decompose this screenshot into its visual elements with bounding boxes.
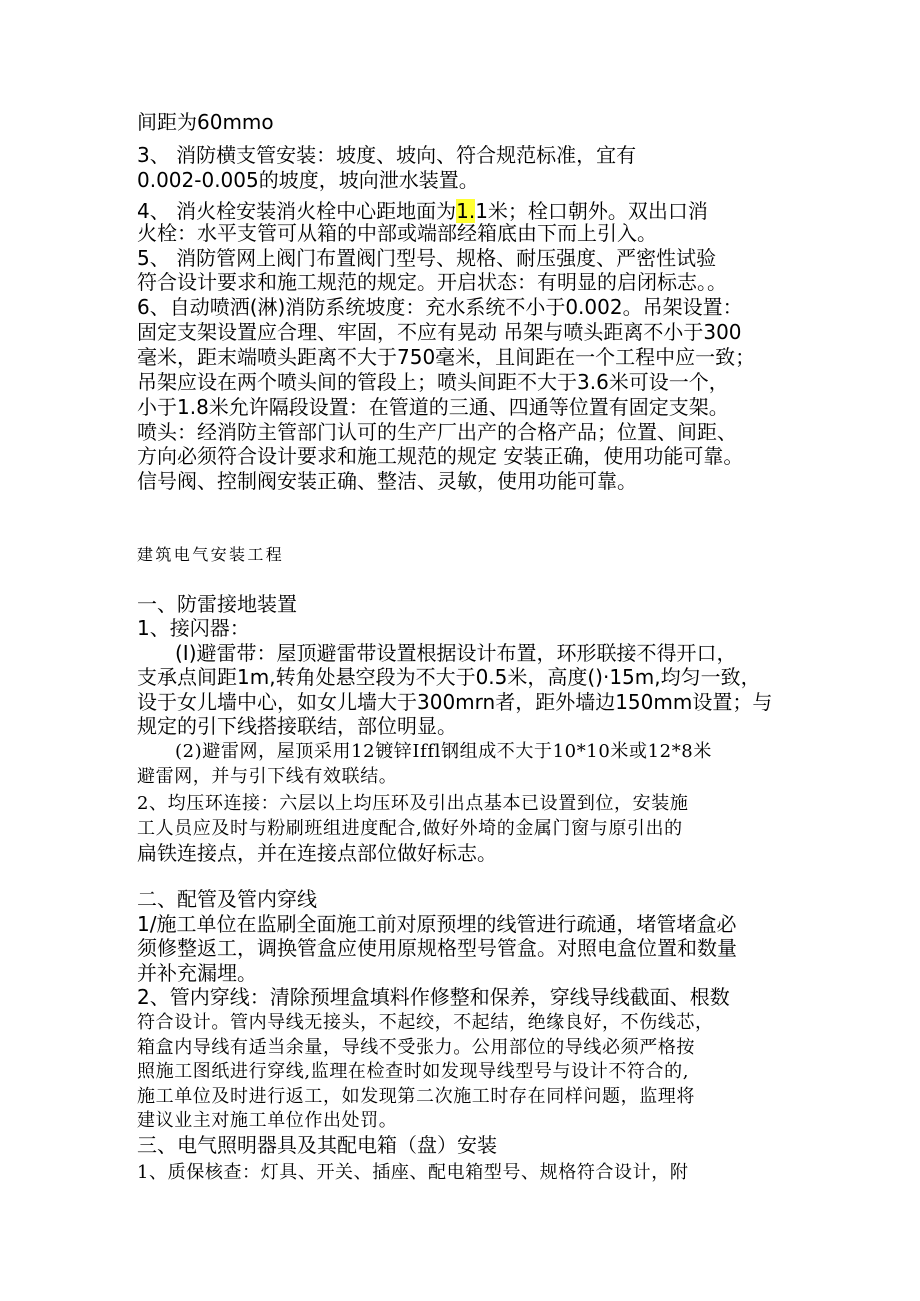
text-line: 3、 消防横支管安装：坡度、坡向、符合规范标准，宜有 [137,143,637,167]
text-line: 吊架应设在两个喷头间的管段上；喷头间距不大于3.6米可设一个， [137,370,729,394]
text-line: 照施工图纸进行穿线,监理在检查时如发现导线型号与设计不符合的, [137,1061,690,1082]
text-line: 支承点间距1m,转角处悬空段为不大于0.5米，高度()·15m,均匀一致， [137,665,761,689]
text-line: 建议业主对施工单位作出处罚。 [137,1110,398,1131]
text-line: 并补充漏埋。 [137,961,257,985]
text-line: 1、接闪器： [137,616,250,640]
text-line: 1/施工单位在监刷全面施工前对原预埋的线管进行疏通，堵管堵盒必 [137,912,737,936]
text-line: 间距为60mmo [137,110,274,134]
text-line: 5、 消防管网上阀门布置阀门型号、规格、耐压强度、严密性试验 [137,246,717,270]
text-line: 1、质保核查：灯具、开关、插座、配电箱型号、规格符合设计，附 [137,1162,689,1183]
text-line: 小于1.8米允许隔段设置：在管道的三通、四通等位置有固定支架。 [137,395,729,419]
text-segment: 4、 消火栓安装消火栓中心距地面为 [137,199,457,223]
heading: 二、配管及管内穿线 [137,887,317,911]
highlighted-text: 1. [456,199,476,223]
text-line [137,199,708,223]
text-line: 设于女儿墙中心，如女儿墙大于300mrn者，距外墙边150mm设置；与 [137,690,773,714]
heading: 一、防雷接地装置 [137,592,297,616]
text-line: 毫米，距末端喷头距离不大于750毫米，且间距在一个工程中应一致； [137,345,756,369]
text-line: 规定的引下线搭接联结，部位明显。 [137,714,457,738]
text-line: 信号阀、控制阀安装正确、整洁、灵敏，使用功能可靠。 [137,469,637,493]
text-line: 符合设计。管内导线无接头，不起绞，不起结，绝缘良好，不伤线芯， [137,1012,714,1033]
text-line: (2)避雷网，屋顶采用12镀锌Iffl钢组成不大于10*10米或12*8米 [175,741,712,762]
text-line: 施工单位及时进行返工，如发现第二次施工时存在同样问题，监理将 [137,1086,695,1107]
text-line: 6、自动喷洒(淋)消防系统坡度：充水系统不小于0.002。吊架设置： [137,295,743,319]
text-line: (I)避雷带：屋顶避雷带设置根据设计布置，环形联接不得开口， [175,641,737,665]
text-line: 符合设计要求和施工规范的规定。开启状态：有明显的启闭标志。。 [137,270,727,294]
text-line: 2、均压环连接：六层以上均压环及引出点基本已设置到位，安装施 [137,793,689,814]
text-line: 方向必须符合设计要求和施工规范的规定 安装正确，使用功能可靠。 [137,444,744,468]
text-line: 扁铁连接点，并在连接点部位做好标志。 [137,841,497,865]
text-line: 2、管内穿线：清除预埋盒填料作修整和保养，穿线导线截面、根数 [137,985,730,1009]
text-line: 固定支架设置应合理、牢固，不应有晃动 吊架与喷头距离不小于300 [137,320,742,344]
text-line: 火栓：水平支管可从箱的中部或端部经箱底由下而上引入。 [137,221,657,245]
text-line: 工人员应及时与粉刷班组进度配合,做好外埼的金属门窗与原引出的 [137,818,683,839]
text-line: 避雷网，并与引下线有效联结。 [137,766,398,787]
text-line: 箱盒内导线有适当余量，导线不受张力。公用部位的导线必须严格按 [137,1037,695,1058]
text-line: 喷头：经消防主管部门认可的生产厂出产的合格产品；位置、间距、 [137,420,737,444]
heading: 三、电气照明器具及其配电箱（盘）安装 [137,1133,497,1157]
section-title: 建筑电气安装工程 [137,545,285,564]
text-segment: 1米；栓口朝外。双出口消 [475,199,708,223]
text-line: 0.002-0.005的坡度，坡向泄水装置。 [137,168,479,192]
text-line: 须修整返工，调换管盒应使用原规格型号管盒。对照电盒位置和数量 [137,936,737,960]
